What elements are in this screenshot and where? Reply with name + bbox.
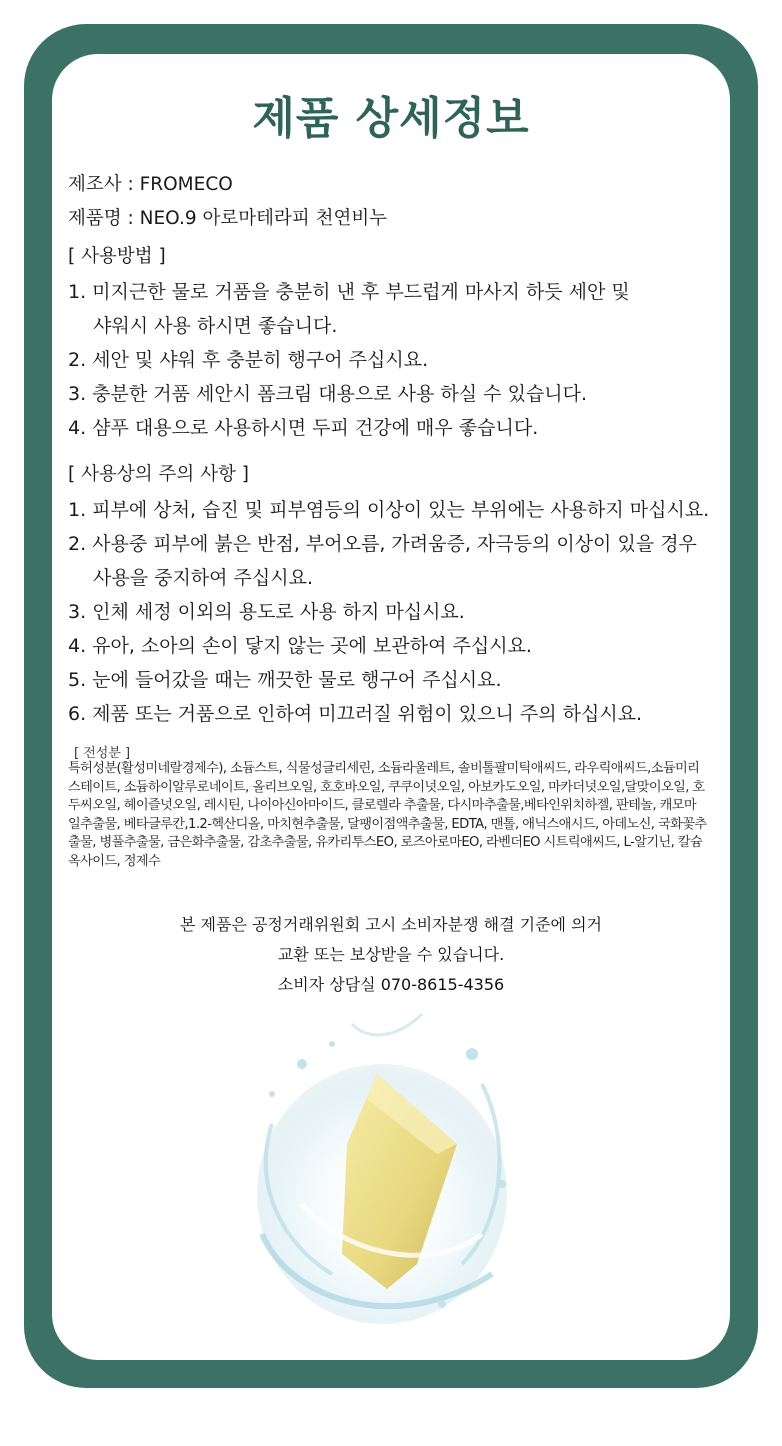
caution-line: 4. 유아, 소아의 손이 닿지 않는 곳에 보관하여 주십시요. [68, 635, 532, 657]
notice-line: 교환 또는 보상받을 수 있습니다. [277, 945, 505, 964]
caution-line: 6. 제품 또는 거품으로 인하여 미끄러질 위험이 있으니 주의 하십시요. [68, 703, 643, 725]
soap-bar-water-splash-icon [232, 1004, 532, 1344]
cautions-heading: [ 사용상의 주의 사항 ] [68, 464, 249, 485]
ingredients-text: 특허성분(활성미네랄경제수), 소듐스트, 식물성글리세린, 소듐라울레트, 솔비톨팔미틱애씨드, 라우릭애씨드,소듐미리스테이트, 소듐하이알루로네이트, 올리브오일, 호호바오일, 쿠쿠이넛오일, 아보카도오일, 마카더넛오일,달맞이오일, 호두씨오일, 헤이즐넛오일, 레시틴, 나이아신아마이드, 클로렐라 추출물, 다시마추출물,베타인위치하젤, 판테놀, 캐모마일추출물, 베타글루칸,1.2-헥산디올, 마치현추출물, 달팽이점액추출물, EDTA, 맨톨, 애닉스애시드, 아데노신, 국화꽃추출물, 병풀추출물, 금은화추출물, 감초추출물, 유카리투스EO, 로즈아로마EO, 라벤더EO 시트릭애씨드, L-알기닌, 칼슘옥사이드, 정제수 [68, 761, 707, 869]
usage-line: 4. 샴푸 대용으로 사용하시면 두피 건강에 매우 좋습니다. [68, 417, 539, 439]
detail-card [52, 54, 730, 1360]
consumer-center-line: 소비자 상담실 070-8615-4356 [277, 975, 505, 994]
notice-line: 본 제품은 공정거래위원회 고시 소비자분쟁 해결 기준에 의거 [179, 915, 602, 934]
caution-line: 5. 눈에 들어갔을 때는 깨끗한 물로 행구어 주십시요. [68, 669, 502, 691]
caution-line: 3. 인체 세정 이외의 용도로 사용 하지 마십시요. [68, 601, 465, 623]
usage-line: 1. 미지근한 물로 거품을 충분히 낸 후 부드럽게 마사지 하듯 세안 및 [68, 281, 630, 303]
usage-line: 샤워시 사용 하시면 좋습니다. [93, 315, 338, 337]
usage-heading: [ 사용방법 ] [68, 246, 166, 267]
ingredients-heading: [ 전성분 ] [74, 746, 131, 761]
page-title: 제품 상세정보 [252, 93, 530, 144]
product-name-line: 제품명 : NEO.9 아로마테라피 천연비누 [68, 208, 388, 229]
caution-line: 2. 사용중 피부에 붉은 반점, 부어오름, 가려움증, 자극등의 이상이 있을 경우 [68, 533, 697, 555]
manufacturer-line: 제조사 : FROMECO [68, 174, 233, 195]
caution-line: 1. 피부에 상처, 습진 및 피부염등의 이상이 있는 부위에는 사용하지 마십시요. [68, 499, 710, 521]
caution-line: 사용을 중지하여 주십시요. [93, 567, 314, 589]
usage-line: 2. 세안 및 샤워 후 충분히 행구어 주십시요. [68, 349, 429, 371]
usage-line: 3. 충분한 거품 세안시 폼크림 대용으로 사용 하실 수 있습니다. [68, 383, 588, 405]
